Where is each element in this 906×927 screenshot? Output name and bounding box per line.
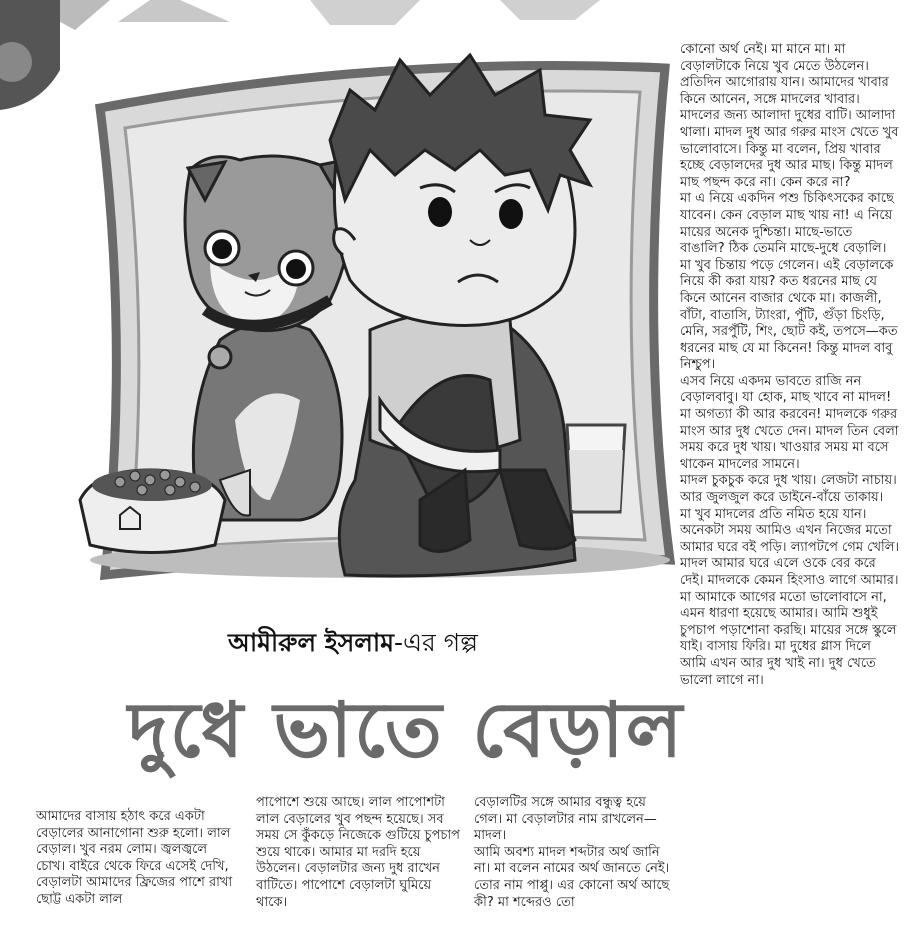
body-column-bottom-1 [36,809,236,909]
paragraph: এসব নিয়ে একদম ভাবতে রাজি নন বেড়ালবাবু। যা হোক, মাছ খাবে না মাদল! মা অগত্যা কী আর করবেন! মাদলকে গরুর মাংস আর দুধ খেতে দেন। মাদল তিন বেলা সময় করে দুধ খায়। খাওয়ার সময় মা বসে থাকেন মাদলের সামনে। [680,373,899,472]
body-column-bottom-2 [256,795,466,911]
paragraph: মা খুব চিন্তায় পড়ে গেলেন। এই বেড়ালকে নিয়ে কী করা যায়? কত ধরনের মাছ যে কিনে আনেন বাজার থেকে মা। কাজলী, বাঁটা, বাতাসি, ট্যাংরা, পুঁটি, গুঁড়া চিংড়ি, মেনি, সরপুঁটি, শিং, ছোট কই, তপসে—কত ধরনের মাছ যে মা কিনেন! কিন্তু মাদল বাবু নিশ্চুপ। [680,257,898,373]
boy-and-cat-illustration [0,0,690,600]
paragraph: মা এ নিয়ে একদিন পশু চিকিৎসকের কাছে যাবেন। কেন বেড়াল মাছ খায় না! এ নিয়ে মায়ের অনেক দুশ্চিন্তা। মাছে-ভাতে বাঙালি? ঠিক তেমনি মাছে-দুধে বেড়ালি। [680,191,894,257]
byline-author: আমীরুল ইসলাম [228,628,394,657]
paragraph: মা খুব মাদলের প্রতি নমিত হয়ে যান। অনেকটা সময় আমিও এখন নিজের মতো আমার ঘরে বই পড়ি। ল্যাপটপে গেম খেলি। মাদল আমার ঘরে এলে ওকে বের করে দেই। মাদলকে কেমন হিংসাও লাগে আমার। [680,506,900,588]
paragraph: বেড়ালটির সঙ্গে আমার বন্ধুত্ব হয়ে গেল। মা বেড়ালটার নাম রাখলেন—মাদল। [474,795,657,844]
paragraph: মা আমাকে আগের মতো ভালোবাসে না, এমন ধারণা হয়েছে আমার। আমি শুধুই চুপচাপ পড়াশোনা করছি। মায়ের সঙ্গে স্কুলে যাই। বাসায় ফিরি। মা দুধের গ্লাস দিলে আমি এখন আর দুধ খাই না। দুধ খেতে ভালো লাগে না। [680,589,897,688]
paragraph: আমি অবশ্য মাদল শব্দটার অর্থ জানি না। মা বলেন নামের অর্থ জানতে নেই। তোর নাম পাপ্পু। এর কোনো অর্থ আছে কী? মা শব্দেরও তো [474,844,670,910]
body-column-right [680,42,900,689]
body-column-bottom-3 [474,795,674,911]
paragraph: পাপোশে শুয়ে আছে। লাল পাপোশটা লাল বেড়ালের খুব পছন্দ হয়েছে। সব সময় সে কুঁকড়ে নিজেকে গুটিয়ে চুপচাপ শুয়ে থাকে। আমার মা দরদি হয়ে উঠলেন। বেড়ালটার জন্য দুধ রাখেন বাটিতে। পাপোশে বেড়ালটা ঘুমিয়ে থাকে। [256,795,460,910]
byline [228,623,478,666]
paragraph: মাদল চুকচুক করে দুধ খায়। লেজটা নাচায়। আর জুলজুল করে ডাইনে-বাঁয়ে তাকায়। [680,473,897,506]
paragraph: কোনো অর্থ নেই। মা মানে মা। মা বেড়ালটাকে নিয়ে খুব মেতে উঠলেন। প্রতিদিন আগোরায় যান। আমাদের খাবার কিনে আনেন, সঙ্গে মাদলের খাবার। [680,42,889,107]
milk-glass-icon [567,425,625,512]
byline-suffix: -এর গল্প [394,628,478,657]
paragraph: আমাদের বাসায় হঠাৎ করে একটা বেড়ালের আনাগোনা শুরু হলো। লাল বেড়াল। খুব নরম লোম। জ্বলজ্বলে চোখ। বাইরে থেকে ফিরে এসেই দেখি, বেড়ালটা আমাদের ফ্রিজের পাশে রাখা ছোট্ট একটা লাল [36,809,233,907]
paragraph: মাদলের জন্য আলাদা দুধের বাটি। আলাদা থালা। মাদল দুধ আর গরুর মাংস খেতে খুব ভালোবাসে। কিন্তু মা বলেন, প্রিয় খাবার হচ্ছে বেড়ালদের দুধ আর মাছ। কিন্তু মাদল মাছ পছন্দ করে না। কেন করে না? [680,108,899,190]
pet-food-bowl-icon [80,469,225,553]
story-title: দুধে ভাতে বেড়াল [128,685,685,774]
